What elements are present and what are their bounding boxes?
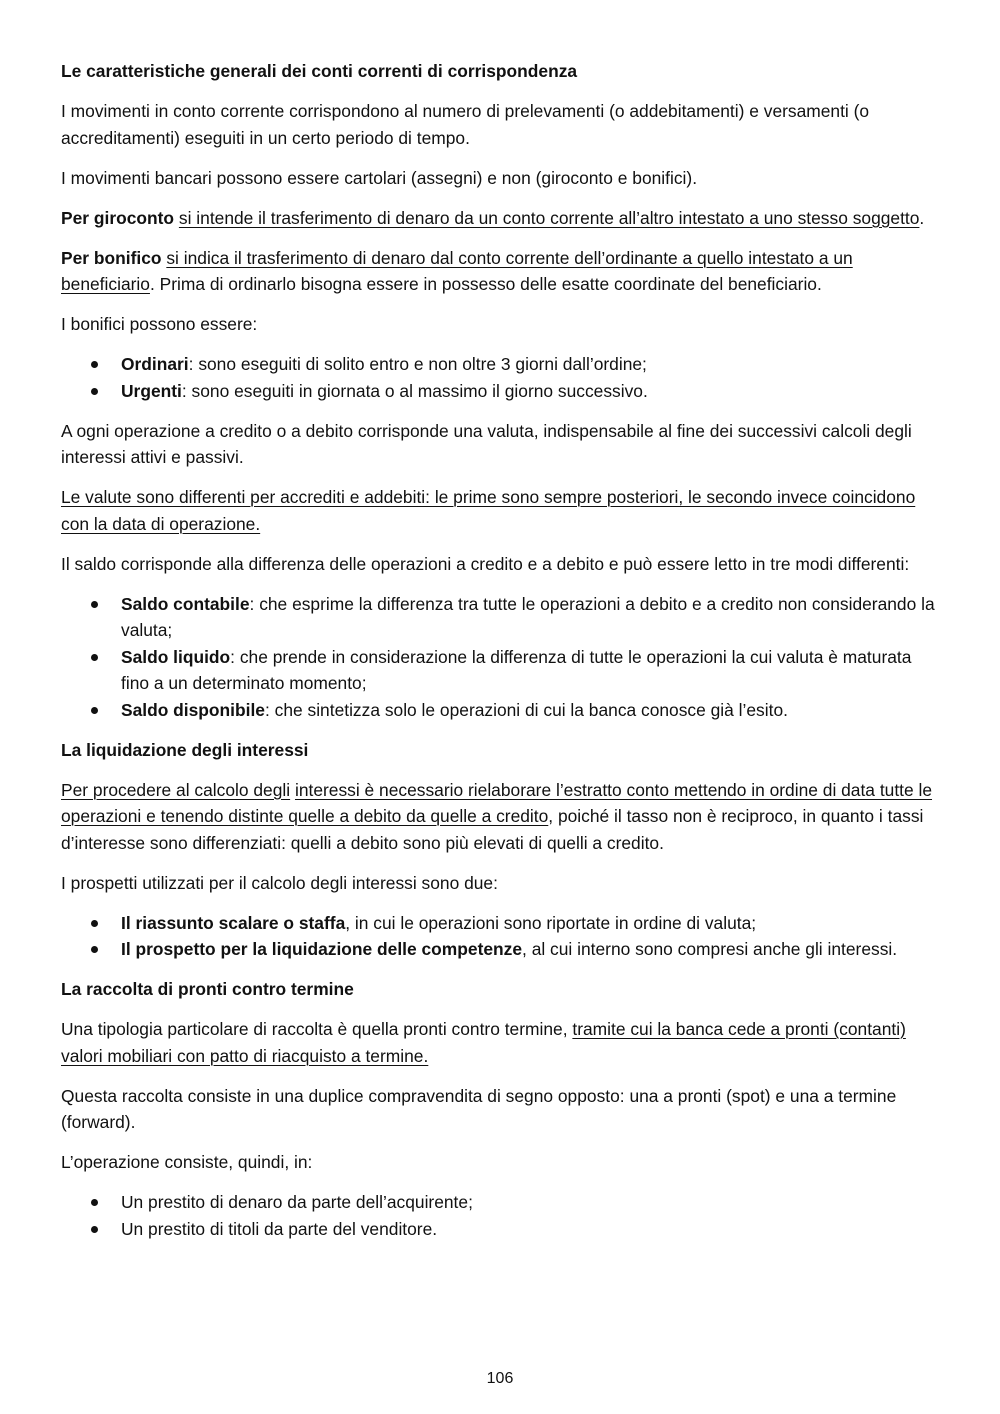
paragraph-prospetti: I prospetti utilizzati per il calcolo degli interessi sono due: (61, 872, 498, 893)
list-item (61, 697, 941, 724)
list-item-term: Ordinari (121, 354, 189, 374)
section-heading-conti-correnti: Le caratteristiche generali dei conti correnti di corrispondenza (61, 61, 578, 81)
list-item-term: Il prospetto per la liquidazione delle competenze (121, 939, 523, 959)
paragraph-saldo: Il saldo corrisponde alla differenza delle operazioni a credito e a debito e può essere letto in tre modi differenti: (61, 553, 910, 574)
list-item-text: , al cui interno sono compresi anche gli interessi. (522, 939, 898, 959)
term-bonifico: Per bonifico (61, 247, 162, 268)
underlined-text: interessi è necessario rielaborare l’estratto conto mettendo in ordine di data tutte le operazioni e tenendo distinte quelle a debito da quelle a credito (61, 779, 933, 826)
definition-giroconto: si intende il trasferimento di denaro da un conto corrente all’altro intestato a uno stesso soggetto (178, 207, 920, 228)
document-page (61, 58, 941, 1256)
list-item-term: Saldo disponibile (121, 699, 265, 720)
paragraph-bonifici-intro: I bonifici possono essere: (61, 314, 258, 334)
paragraph-bonifico (61, 245, 941, 298)
list-item-term: Il riassunto scalare o staffa (121, 912, 346, 933)
paragraph-movimenti: I movimenti in conto corrente corrispondono al numero di prelevamenti (o addebitamenti) e versamenti (o accreditamenti) eseguiti in un certo periodo di tempo. (61, 101, 870, 148)
paragraph-rest: , poiché il tasso non è reciproco, in quanto i tassi d’interesse sono differenziati: quelli a debito sono più elevati di quelli a credito. (61, 806, 924, 853)
list-item (61, 936, 941, 963)
paragraph-calcolo-interessi (61, 777, 941, 857)
list-item (61, 378, 941, 405)
paragraph-operazione: L’operazione consiste, quindi, in: (61, 1152, 313, 1172)
section-heading-pronti-contro-termine: La raccolta di pronti contro termine (61, 979, 354, 999)
saldo-list (61, 591, 941, 724)
paragraph-tipologia-raccolta (61, 1016, 941, 1069)
list-item (61, 591, 941, 644)
list-item-text: : sono eseguiti in giornata o al massimo il giorno successivo. (181, 380, 648, 401)
list-item-term: Saldo liquido (121, 646, 231, 667)
list-item (61, 644, 941, 697)
list-item-text: : che prende in considerazione la differenza di tutte le operazioni la cui valuta è maturata fino a un determinato momento; (121, 646, 912, 693)
list-item-text: : che sintetizza solo le operazioni di cui la banca conosce già l’esito. (264, 699, 788, 720)
list-item: Un prestito di titoli da parte del venditore. (61, 1216, 941, 1243)
list-item (61, 351, 941, 378)
list-item-term: Saldo contabile (121, 593, 250, 614)
list-item-term: Urgenti (121, 380, 182, 401)
definition-bonifico: si indica il trasferimento di denaro dal conto corrente dell’ordinante a quello intestato a un beneficiario (61, 247, 853, 294)
paragraph-valuta: A ogni operazione a credito o a debito corrisponde una valuta, indispensabile al fine dei successivi calcoli degli interessi attivi e passivi. (61, 420, 912, 467)
underlined-text: Per procedere al calcolo degli (61, 779, 291, 800)
operazione-list (61, 1189, 941, 1242)
paragraph-movimenti-bancari: I movimenti bancari possono essere cartolari (assegni) e non (giroconto e bonifici). (61, 167, 698, 188)
page-number: 106 (486, 1370, 514, 1387)
list-item (61, 910, 941, 937)
paragraph-giroconto (61, 205, 941, 232)
bonifico-end: . Prima di ordinarlo bisogna essere in possesso delle esatte coordinate del beneficiario. (149, 274, 822, 294)
paragraph-valute-differenti: Le valute sono differenti per accrediti e addebiti: le prime sono sempre posteriori, le secondo invece coincidono con la data di operazione. (61, 487, 916, 534)
list-item-text: : sono eseguiti di solito entro e non oltre 3 giorni dall’ordine; (188, 354, 647, 374)
underlined-text: tramite cui la banca cede a pronti (contanti) valori mobiliari con patto di riacquisto a termine. (61, 1019, 906, 1066)
bonifici-list (61, 351, 941, 404)
list-item-text: , in cui le operazioni sono riportate in ordine di valuta; (345, 912, 757, 933)
list-item-text: : che esprime la differenza tra tutte le operazioni a debito e a credito non considerando la valuta; (121, 593, 935, 640)
section-heading-liquidazione: La liquidazione degli interessi (61, 739, 309, 760)
list-item: Un prestito di denaro da parte dell’acquirente; (61, 1189, 941, 1216)
paragraph-text: Una tipologia particolare di raccolta è quella pronti contro termine, (61, 1019, 573, 1039)
prospetti-list (61, 910, 941, 963)
giroconto-end: . (919, 207, 925, 228)
term-giroconto: Per giroconto (61, 207, 175, 228)
paragraph-compravendita: Questa raccolta consiste in una duplice compravendita di segno opposto: una a pronti (spot) e una a termine (forward). (61, 1085, 897, 1132)
